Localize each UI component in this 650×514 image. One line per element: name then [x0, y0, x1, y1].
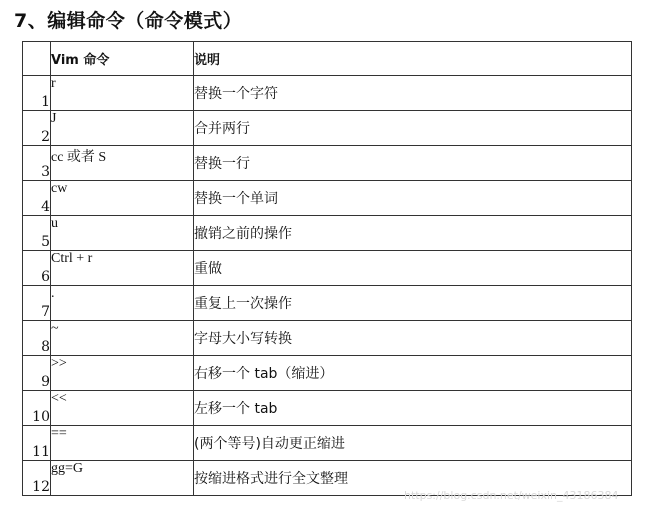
- header-number: [23, 42, 51, 76]
- row-number: 9: [23, 356, 51, 391]
- row-description: 替换一个字符: [194, 76, 632, 111]
- row-number: 1: [23, 76, 51, 111]
- table-row: [23, 391, 632, 426]
- row-command: ~: [51, 321, 194, 356]
- row-command: cw: [51, 181, 194, 216]
- table-row: [23, 356, 632, 391]
- table-row: [23, 426, 632, 461]
- row-command: cc 或者 S: [51, 146, 194, 181]
- row-description: 字母大小写转换: [194, 321, 632, 356]
- watermark-text: https://blog.csdn.net/weixin_43186384: [404, 489, 619, 502]
- row-command: <<: [51, 391, 194, 426]
- table-row: [23, 111, 632, 146]
- vim-command-table: [22, 41, 632, 496]
- table-row: [23, 216, 632, 251]
- row-command: u: [51, 216, 194, 251]
- row-command: r: [51, 76, 194, 111]
- row-description: 替换一个单词: [194, 181, 632, 216]
- row-command: Ctrl + r: [51, 251, 194, 286]
- table-row: [23, 76, 632, 111]
- row-number: 4: [23, 181, 51, 216]
- table-row: [23, 181, 632, 216]
- row-number: 5: [23, 216, 51, 251]
- row-number: 2: [23, 111, 51, 146]
- row-description: (两个等号)自动更正缩进: [194, 426, 632, 461]
- table-header-row: [23, 42, 632, 76]
- table-body: [23, 76, 632, 496]
- header-description: 说明: [194, 42, 632, 76]
- row-description: 按缩进格式进行全文整理: [194, 461, 632, 496]
- row-description: 合并两行: [194, 111, 632, 146]
- row-command: ==: [51, 426, 194, 461]
- row-command: >>: [51, 356, 194, 391]
- row-description: 左移一个 tab: [194, 391, 632, 426]
- row-number: 6: [23, 251, 51, 286]
- row-description: 右移一个 tab（缩进）: [194, 356, 632, 391]
- row-number: 8: [23, 321, 51, 356]
- header-command: Vim 命令: [51, 42, 194, 76]
- row-description: 撤销之前的操作: [194, 216, 632, 251]
- table-row: [23, 251, 632, 286]
- row-command: gg=G: [51, 461, 194, 496]
- row-number: 10: [23, 391, 51, 426]
- row-number: 3: [23, 146, 51, 181]
- table-row: [23, 146, 632, 181]
- row-number: 12: [23, 461, 51, 496]
- row-command: .: [51, 286, 194, 321]
- row-description: 替换一行: [194, 146, 632, 181]
- row-description: 重复上一次操作: [194, 286, 632, 321]
- row-number: 7: [23, 286, 51, 321]
- row-number: 11: [23, 426, 51, 461]
- table-row: [23, 321, 632, 356]
- row-description: 重做: [194, 251, 632, 286]
- table-row: [23, 286, 632, 321]
- section-heading: 7、编辑命令（命令模式）: [14, 10, 243, 32]
- row-command: J: [51, 111, 194, 146]
